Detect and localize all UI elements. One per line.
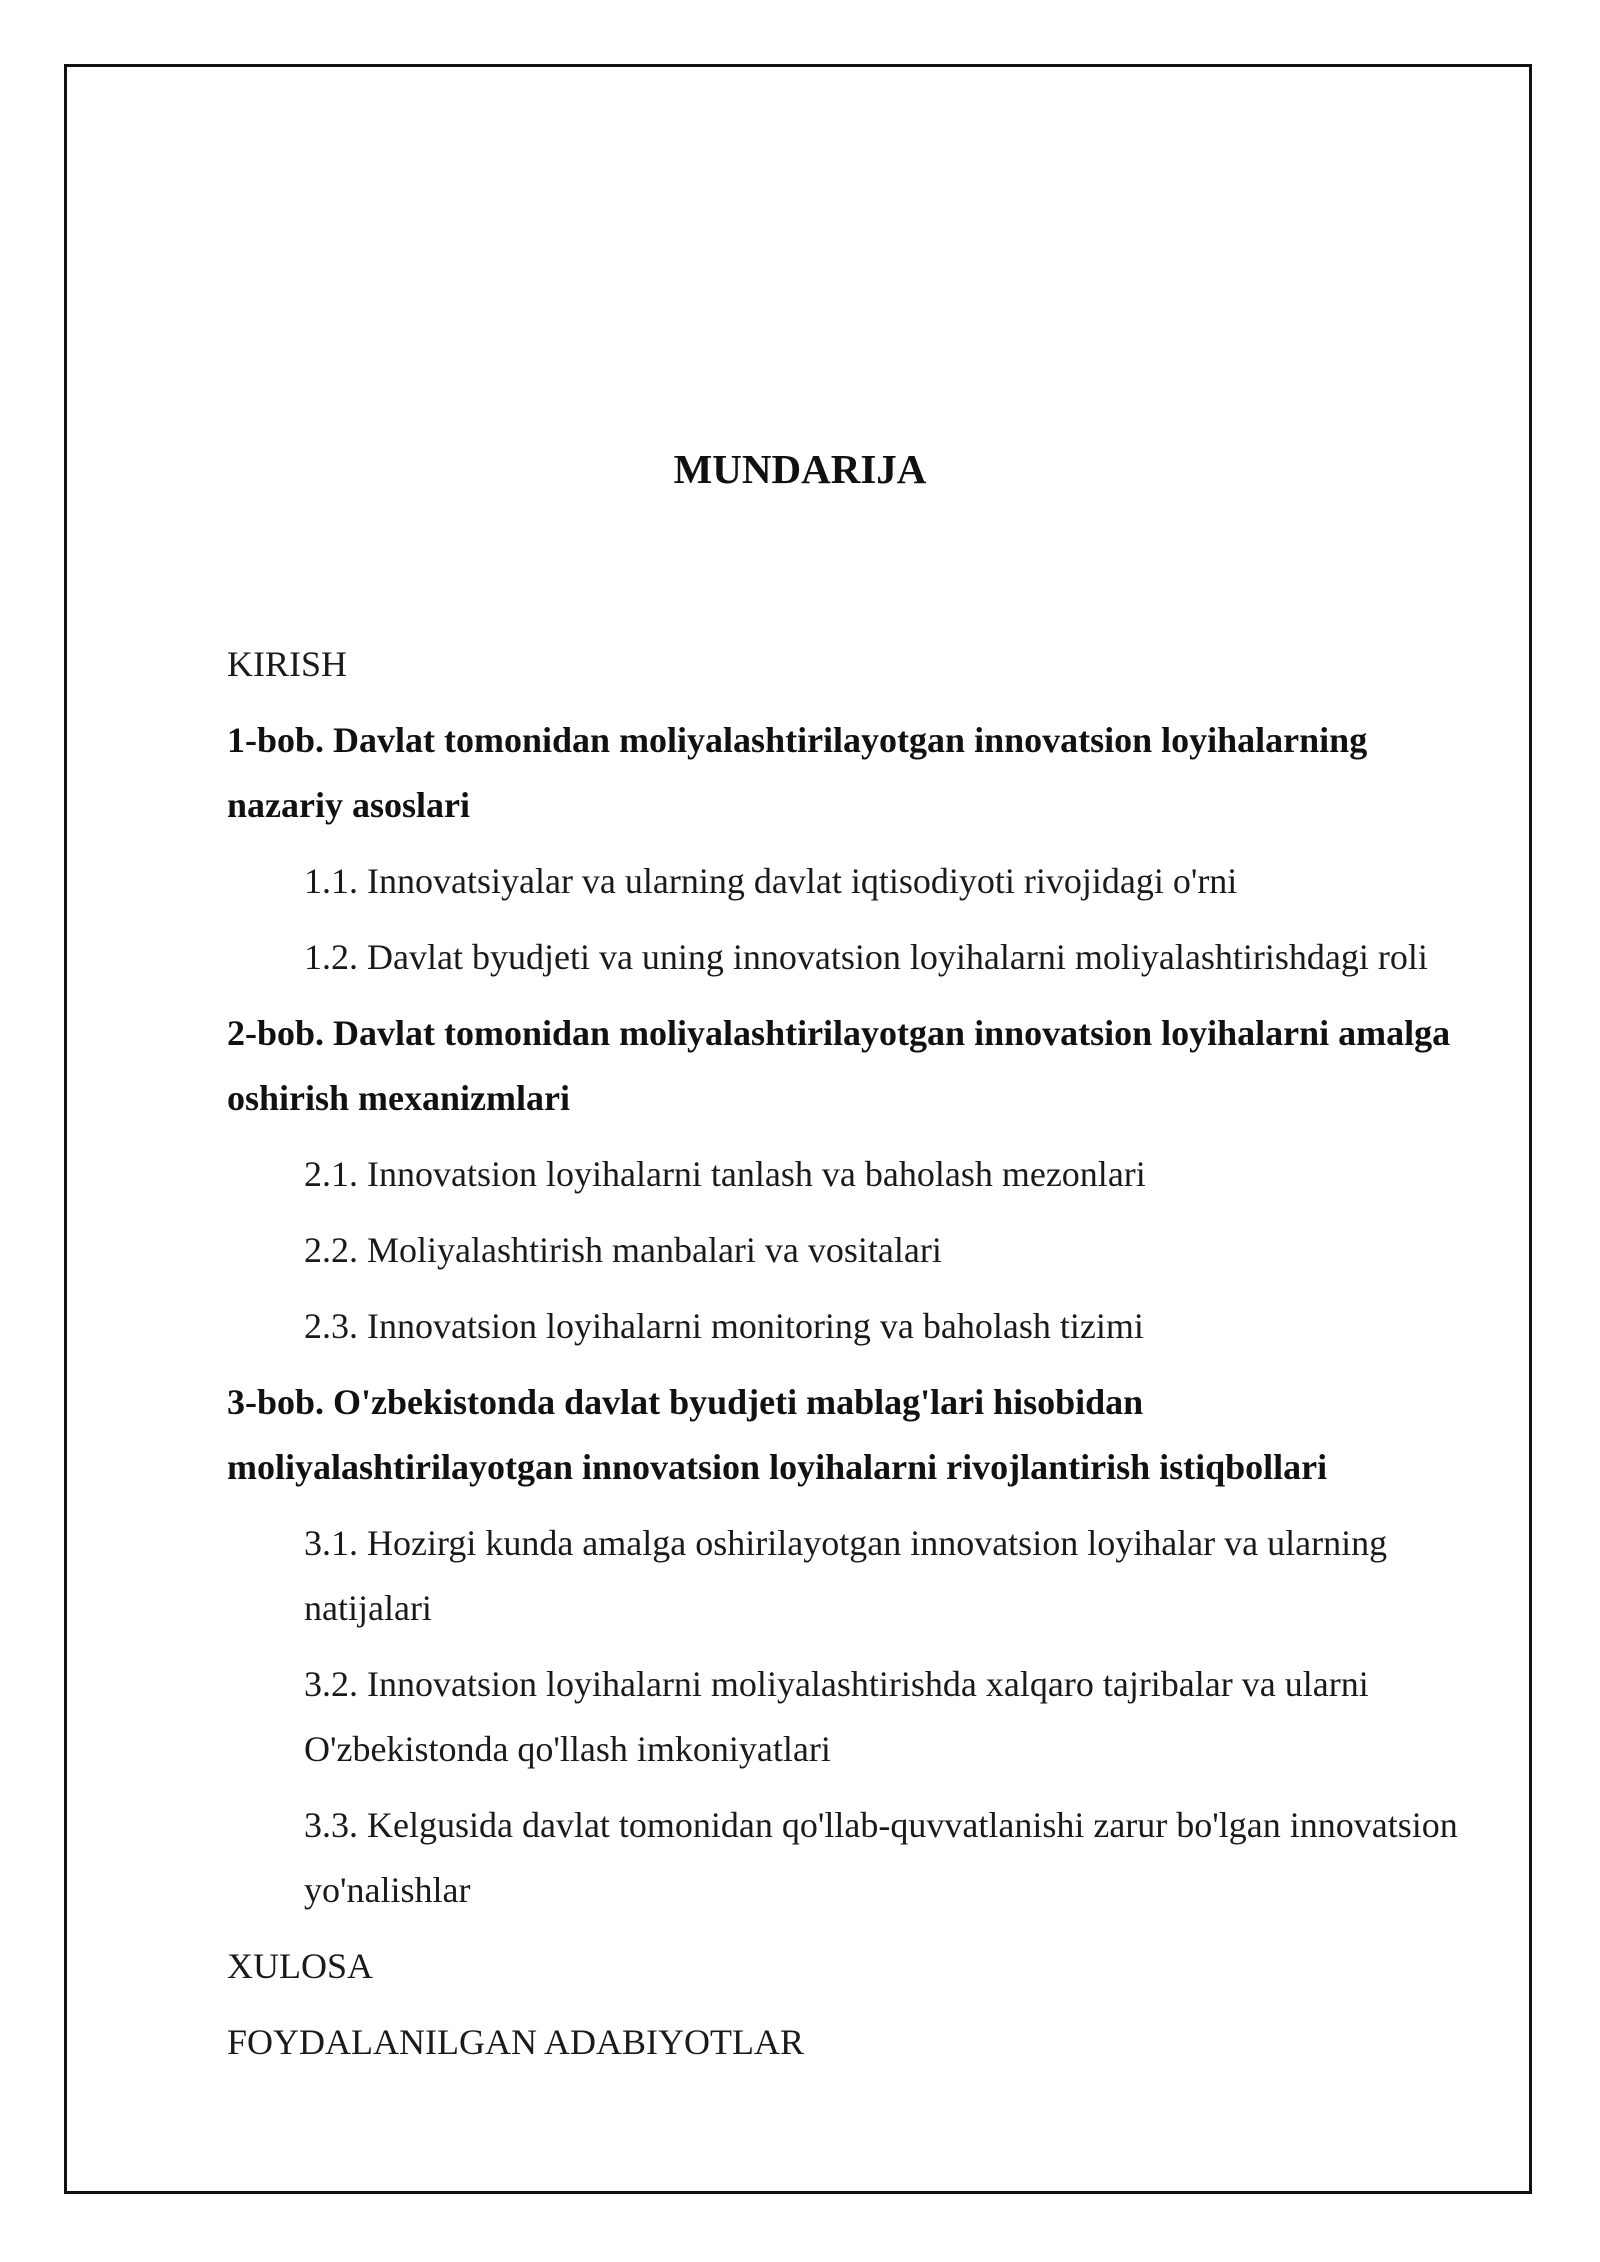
- toc-entry-conclusion: XULOSA: [227, 1946, 374, 1986]
- table-of-contents: [227, 632, 1487, 2086]
- toc-section-3-3: 3.3. Kelgusida davlat tomonidan qo'llab-quvvatlanishi zarur bo'lgan innovatsion yo'nalishlar: [304, 1805, 1458, 1910]
- toc-chapter-2: 2-bob. Davlat tomonidan moliyalashtirilayotgan innovatsion loyihalarni amalga oshirish mexanizmlari: [227, 1013, 1451, 1118]
- toc-entry-references: FOYDALANILGAN ADABIYOTLAR: [227, 2022, 804, 2062]
- toc-section-2-2: 2.2. Moliyalashtirish manbalari va vositalari: [304, 1230, 942, 1270]
- toc-section-2-3: 2.3. Innovatsion loyihalarni monitoring va baholash tizimi: [304, 1306, 1144, 1346]
- toc-section-3-1: 3.1. Hozirgi kunda amalga oshirilayotgan innovatsion loyihalar va ularning natijalari: [304, 1523, 1388, 1628]
- toc-section-1-1: 1.1. Innovatsiyalar va ularning davlat iqtisodiyoti rivojidagi o'rni: [304, 861, 1238, 901]
- page-title: MUNDARIJA: [673, 446, 927, 492]
- toc-section-1-2: 1.2. Davlat byudjeti va uning innovatsion loyihalarni moliyalashtirishdagi roli: [304, 937, 1428, 977]
- toc-chapter-3: 3-bob. O'zbekistonda davlat byudjeti mablag'lari hisobidan moliyalashtirilayotgan innovatsion loyihalarni rivojlantirish istiqbollari: [227, 1382, 1328, 1487]
- toc-entry-introduction: KIRISH: [227, 644, 348, 684]
- toc-section-3-2: 3.2. Innovatsion loyihalarni moliyalashtirishda xalqaro tajribalar va ularni O'zbekistonda qo'llash imkoniyatlari: [304, 1664, 1369, 1769]
- toc-chapter-1: 1-bob. Davlat tomonidan moliyalashtirilayotgan innovatsion loyihalarning nazariy asoslari: [227, 720, 1368, 825]
- toc-section-2-1: 2.1. Innovatsion loyihalarni tanlash va baholash mezonlari: [304, 1154, 1146, 1194]
